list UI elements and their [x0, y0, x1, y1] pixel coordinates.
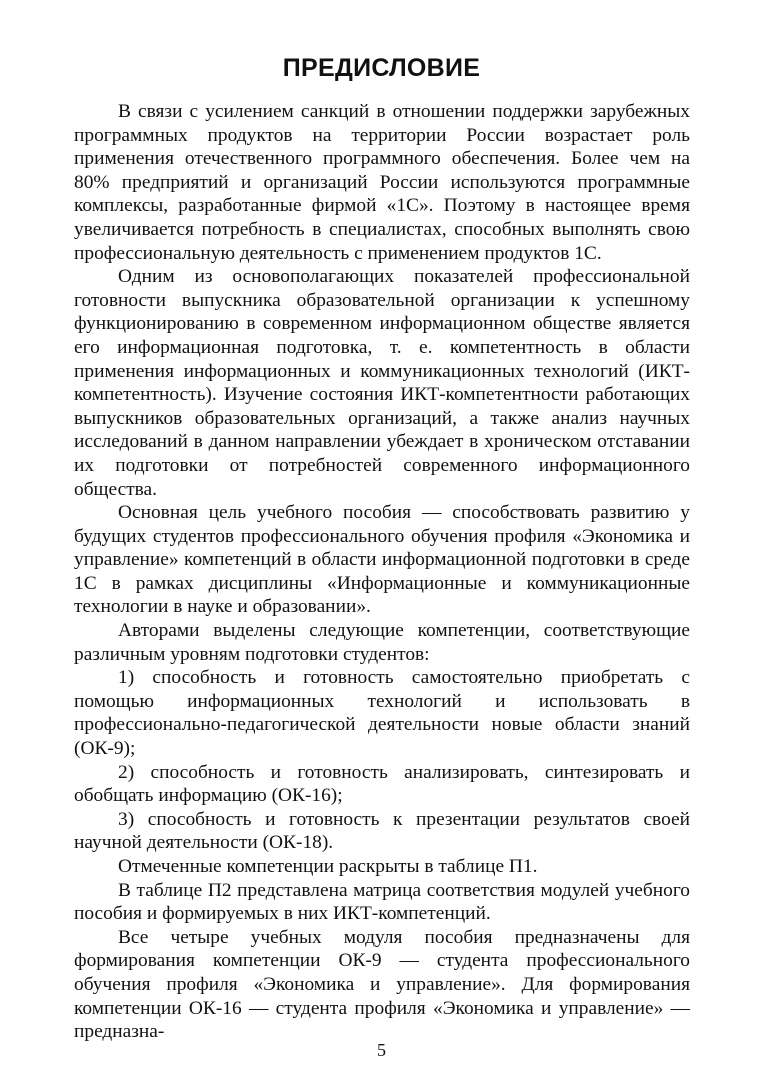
paragraph: Одним из основополагающих показателей профессиональной готовности выпускника образовательной организации к успешному функционированию в современном информационном обществе является его информационная подготовка, т. е. компетентность в области применения информационных и коммуникационных технологий (ИКТ-компетентность). Изучение состояния ИКТ-компетентности работающих выпускников образовательных организаций, а также анализ научных исследований в данном направлении убеждает в хроническом отставании их подготовки от потребностей современного информационного общества. [74, 266, 690, 500]
page-title: ПРЕДИСЛОВИЕ [282, 54, 481, 82]
paragraph: Отмеченные компетенции раскрыты в таблице П1. [118, 856, 538, 877]
paragraph: Основная цель учебного пособия — способствовать развитию у будущих студентов профессионального обучения профиля «Экономика и управление» компетенций в области информационной подготовки в среде 1С в рамках дисциплины «Информационные и коммуникационные технологии в науке и образовании». [74, 502, 690, 618]
paragraph: В таблице П2 представлена матрица соответствия модулей учебного пособия и формируемых в них ИКТ-компетенций. [74, 879, 690, 925]
paragraph: Авторами выделены следующие компетенции, соответствующие различным уровням подготовки студентов: [74, 620, 690, 665]
body-text [74, 100, 690, 1044]
list-item: 3) способность и готовность к презентации результатов своей научной деятельности (ОК-18). [74, 808, 690, 854]
paragraph: Все четыре учебных модуля пособия предназначены для формирования компетенции ОК-9 — студента профессионального обучения профиля «Экономика и управление». Для формирования компетенции ОК-16 — студента профиля «Экономика и управление» — предназна- [74, 926, 690, 1043]
list-item: 1) способность и готовность самостоятельно приобретать с помощью информационных технологий и использовать в профессионально-педагогической деятельности новые области знаний (ОК-9); [74, 667, 690, 760]
list-item: 2) способность и готовность анализировать, синтезировать и обобщать информацию (ОК-16); [74, 761, 690, 807]
paragraph: В связи с усилением санкций в отношении поддержки зарубежных программных продуктов на территории России возрастает роль применения отечественного программного обеспечения. Более чем на 80% предприятий и организаций России используются программные комплексы, разработанные фирмой «1С». Поэтому в настоящее время увеличивается потребность в специалистах, способных выполнять свою профессиональную деятельность с применением продуктов 1С. [74, 101, 690, 264]
page-number: 5 [377, 1040, 386, 1060]
